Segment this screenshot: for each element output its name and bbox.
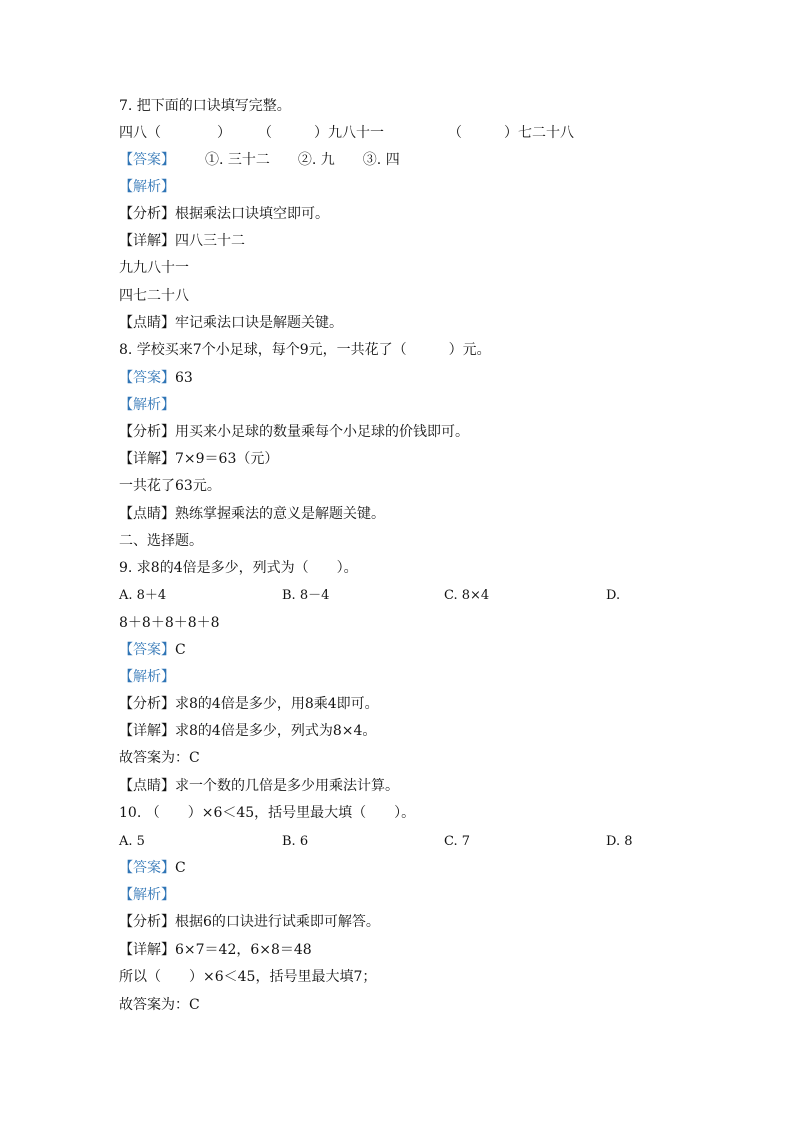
q10-title: 10. （ ）×6＜45，括号里最大填（ ）。 (119, 805, 416, 821)
q10-analysis: 【分析】根据6的口诀进行试乘即可解答。 (119, 914, 380, 930)
q7-answer (119, 150, 400, 170)
q8-answer (119, 368, 193, 388)
q9-analysis-heading: 【解析】 (119, 669, 175, 685)
q9-conclusion: 故答案为：C (119, 750, 200, 766)
q8-analysis-heading: 【解析】 (119, 397, 175, 413)
section-heading: 二、选择题。 (119, 533, 203, 549)
q7-analysis-heading: 【解析】 (119, 179, 175, 195)
q8-point: 【点睛】熟练掌握乘法的意义是解题关键。 (119, 506, 385, 522)
q9-option-d: D. (606, 588, 621, 603)
q8-title: 8. 学校买来7个小足球，每个9元，一共花了（ ）元。 (119, 342, 491, 358)
q7-detail: 【详解】四八三十二 (119, 233, 245, 249)
q7-point: 【点睛】牢记乘法口诀是解题关键。 (119, 315, 343, 331)
q10-option-c: C. 7 (444, 834, 471, 849)
answer-text: ①. 三十二 ②. 九 ③. 四 (205, 152, 400, 168)
q10-answer (119, 858, 186, 878)
q9-option-a: A. 8＋4 (119, 588, 167, 603)
answer-tag: 【答案】 (119, 370, 175, 386)
q9-option-b: B. 8－4 (282, 588, 330, 603)
q9-answer (119, 640, 186, 660)
q9-analysis: 【分析】求8的4倍是多少，用8乘4即可。 (119, 696, 379, 712)
answer-tag: 【答案】 (119, 860, 175, 876)
q10-conclusion: 故答案为：C (119, 997, 200, 1013)
answer-tag: 【答案】 (119, 642, 175, 658)
q10-option-a: A. 5 (119, 834, 145, 849)
q7-analysis: 【分析】根据乘法口诀填空即可。 (119, 206, 329, 222)
q7-detail-line-2: 四七二十八 (119, 288, 189, 304)
q9-option-d-cont: 8＋8＋8＋8＋8 (119, 615, 220, 631)
q9-title: 9. 求8的4倍是多少，列式为（ ）。 (119, 560, 358, 576)
q9-point: 【点睛】求一个数的几倍是多少用乘法计算。 (119, 778, 399, 794)
q10-detail: 【详解】6×7＝42，6×8＝48 (119, 942, 312, 958)
q8-analysis: 【分析】用买来小足球的数量乘每个小足球的价钱即可。 (119, 424, 469, 440)
q10-option-d: D. 8 (606, 834, 633, 849)
q7-blank-2: （ ）九八十一 (258, 125, 384, 141)
q10-analysis-heading: 【解析】 (119, 887, 175, 903)
q9-detail: 【详解】求8的4倍是多少，列式为8×4。 (119, 723, 377, 739)
q7-blank-3: （ ）七二十八 (448, 125, 574, 141)
q7-title: 7. 把下面的口诀填写完整。 (119, 98, 291, 114)
q10-option-b: B. 6 (282, 834, 309, 849)
q7-blank-1: 四八（ ） (119, 125, 231, 141)
q8-detail: 【详解】7×9＝63（元） (119, 451, 279, 467)
q7-detail-line-1: 九九八十一 (119, 260, 189, 276)
q8-detail-line-1: 一共花了63元。 (119, 478, 221, 494)
answer-text: 63 (175, 370, 193, 386)
answer-text: C (175, 860, 186, 876)
answer-text: C (175, 642, 186, 658)
q10-detail-line-1: 所以（ ）×6＜45，括号里最大填7； (119, 969, 377, 985)
answer-tag: 【答案】 (119, 152, 175, 168)
q9-option-c: C. 8×4 (444, 588, 490, 603)
